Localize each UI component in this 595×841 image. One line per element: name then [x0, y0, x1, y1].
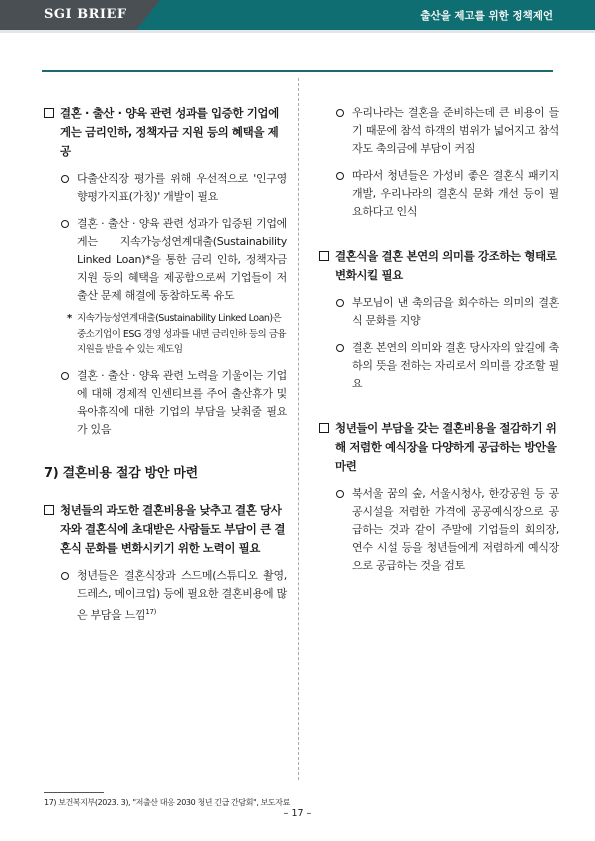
circle-bullet-icon — [61, 372, 69, 380]
circle-bullet-icon — [336, 299, 344, 307]
footnote-ref: 17) — [145, 607, 157, 616]
list-item: 북서울 꿈의 숲, 서울시청사, 한강공원 등 공공시설을 저렴한 가격에 공공예식장으로 공급하는 것과 같이 주말에 기업들의 회의장, 연수 시설 등을 청년들에게 저렴하게 예식장으로 공급하는 것을 검토 — [319, 485, 559, 575]
circle-bullet-icon — [336, 109, 344, 117]
list-item: 우리나라는 결혼을 준비하는데 큰 비용이 들기 때문에 참석 하객의 범위가 넓어지고 참석자도 축의금에 부담이 커짐 — [319, 104, 559, 158]
right-column — [319, 104, 559, 575]
note-mark: * — [67, 313, 72, 324]
circle-bullet-icon — [61, 175, 69, 183]
square-bullet-icon — [44, 505, 54, 515]
brand-label: SGI BRIEF — [44, 7, 127, 22]
list-item: 결혼 본연의 의미와 결혼 당사자의 앞길에 축하의 뜻을 전하는 자리로서 의미를 강조할 필요 — [319, 339, 559, 393]
square-bullet-icon — [319, 251, 329, 261]
left-column — [44, 104, 287, 624]
list-item: 청년들은 결혼식장과 스드메(스튜디오 촬영, 드레스, 메이크업) 등에 필요한 결혼비용에 많은 부담을 느낌$^{17)}$ — [44, 567, 287, 625]
bullet-heading: 청년들이 부담을 갖는 결혼비용을 절감하기 위해 저렴한 예식장을 다양하게 공급하는 방안을 마련 — [319, 419, 559, 476]
circle-bullet-icon — [336, 172, 344, 180]
square-bullet-icon — [319, 423, 329, 433]
circle-bullet-icon — [61, 572, 69, 580]
header-title: 출산을 제고를 위한 정책제언 — [420, 10, 553, 22]
header-underline — [0, 30, 595, 33]
bullet-heading: 청년들의 과도한 결혼비용을 낮추고 결혼 당사자와 결혼식에 초대받은 사람들도 부담이 큰 결혼식 문화를 변화시키기 위한 노력이 필요 — [44, 501, 287, 558]
list-item: 결혼 · 출산 · 양육 관련 성과가 입증된 기업에게는 지속가능성연계대출(Sustainability Linked Loan)*을 통한 금리 인하, 정책자금 지원 등의 혜택을 제공함으로써 기업들이 저출산 문제 해결에 동참하도록 유도 — [44, 215, 287, 305]
circle-bullet-icon — [336, 344, 344, 352]
note: * 지속가능성연계대출(Sustainability Linked Loan)은 중소기업이 ESG 경영 성과를 내면 금리인하 등의 금융지원을 받을 수 있는 제도임 — [67, 313, 287, 355]
footnote: 17) 보건복지부(2023. 3), "저출산 대응 2030 청년 긴급 간담회", 보도자료 — [44, 798, 290, 807]
list-item: 결혼 · 출산 · 양육 관련 노력을 기울이는 기업에 대해 경제적 인센티브를 주어 출산휴가 및 육아휴직에 대한 기업의 부담을 낮춰줄 필요가 있음 — [44, 367, 287, 439]
list-item: 다출산직장 평가를 위해 우선적으로 '인구영향평가지표(가칭)' 개발이 필요 — [44, 170, 287, 206]
square-bullet-icon — [44, 108, 54, 118]
footnote-rule — [44, 792, 104, 793]
page-header — [0, 0, 595, 33]
circle-bullet-icon — [61, 220, 69, 228]
page-number: – 17 – — [283, 808, 312, 819]
circle-bullet-icon — [336, 490, 344, 498]
list-item: 부모님이 낸 축의금을 회수하는 의미의 결혼식 문화를 지양 — [319, 294, 559, 330]
column-divider — [298, 78, 299, 780]
section-heading: 7) 결혼비용 절감 방안 마련 — [44, 465, 198, 481]
list-item: 따라서 청년들은 가성비 좋은 결혼식 패키지 개발, 우리나라의 결혼식 문화 개선 등이 필요하다고 인식 — [319, 167, 559, 221]
bullet-heading: 결혼 · 출산 · 양육 관련 성과를 입증한 기업에게는 금리인하, 정책자금 지원 등의 혜택을 제공 — [44, 104, 287, 161]
top-rule — [42, 70, 553, 72]
bullet-heading: 결혼식을 결혼 본연의 의미를 강조하는 형태로 변화시킬 필요 — [319, 247, 559, 285]
